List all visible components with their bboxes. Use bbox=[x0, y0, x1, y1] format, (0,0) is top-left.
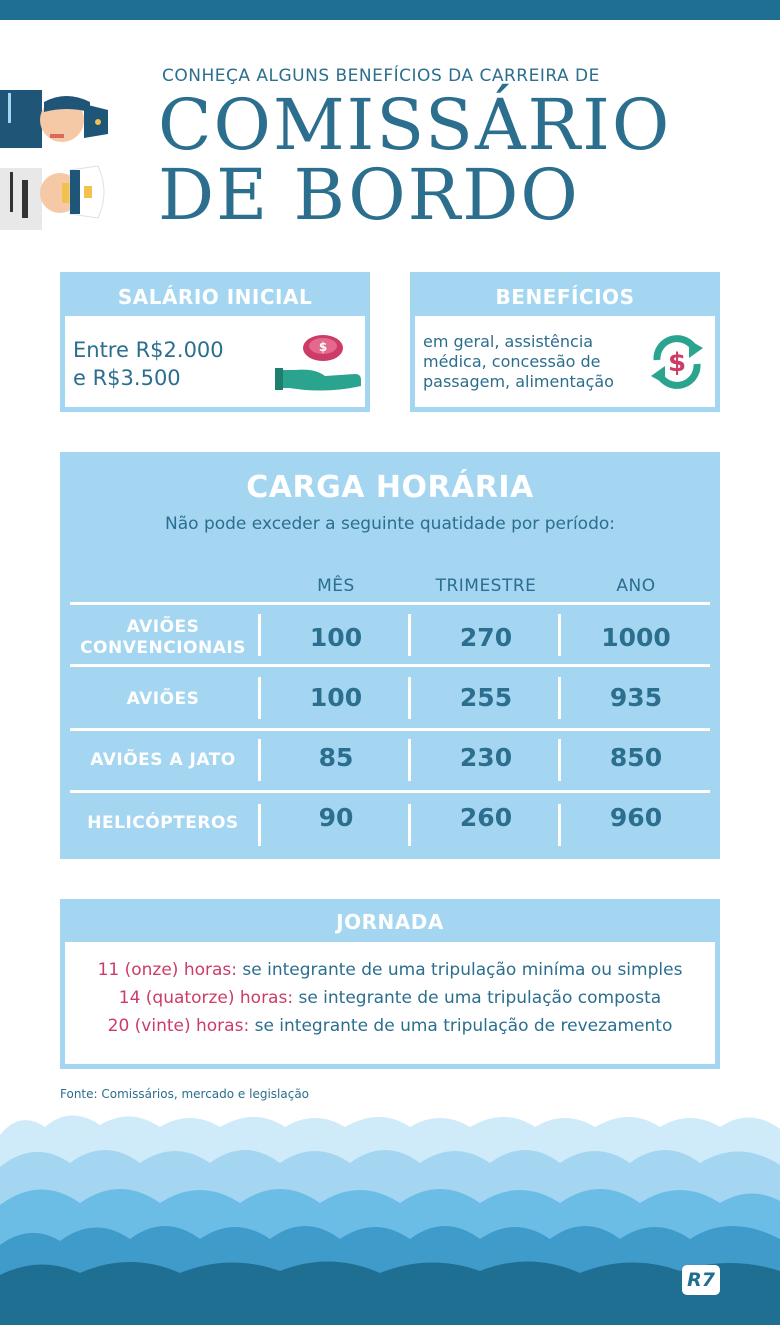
jornada-hours: 20 (vinte) horas: bbox=[107, 1016, 250, 1036]
page-subtitle: CONHEÇA ALGUNS BENEFÍCIOS DA CARREIRA DE bbox=[162, 66, 600, 86]
table-cell: 270 bbox=[459, 623, 513, 652]
benefits-text bbox=[423, 332, 614, 392]
salary-heading: SALÁRIO INICIAL bbox=[117, 285, 313, 309]
page-title-line2: DE BORDO bbox=[158, 154, 580, 236]
table-divider bbox=[70, 790, 710, 793]
jornada-line bbox=[65, 1016, 715, 1036]
table-divider bbox=[70, 728, 710, 731]
jornada-hours: 11 (onze) horas: bbox=[97, 960, 237, 980]
jornada-description: se integrante de uma tripulação miníma ou simples bbox=[237, 960, 683, 980]
top-bar bbox=[0, 0, 780, 20]
table-divider bbox=[70, 602, 710, 605]
hand-coin-icon bbox=[275, 330, 363, 394]
salary-card bbox=[60, 272, 370, 412]
table-divider bbox=[70, 664, 710, 667]
benefits-heading: BENEFÍCIOS bbox=[495, 285, 635, 309]
r7-logo: R7 bbox=[682, 1265, 720, 1295]
flight-crew-illustration bbox=[0, 88, 115, 238]
jornada-card bbox=[60, 899, 720, 1069]
jornada-description: se integrante de uma tripulação composta bbox=[293, 988, 662, 1008]
row-label-planes: AVIÕES bbox=[126, 689, 200, 709]
benefits-card bbox=[410, 272, 720, 412]
row-label-conventional bbox=[70, 617, 256, 659]
jornada-line bbox=[65, 960, 715, 980]
jornada-body bbox=[65, 942, 715, 1064]
table-cell: 935 bbox=[609, 683, 663, 712]
benefits-body bbox=[415, 316, 715, 407]
workload-table bbox=[60, 452, 720, 859]
table-cell: 255 bbox=[459, 683, 513, 712]
column-header-year: ANO bbox=[616, 576, 656, 596]
source-note: Fonte: Comissários, mercado e legislação bbox=[60, 1087, 310, 1101]
svg-text:$: $ bbox=[318, 340, 328, 354]
salary-body bbox=[65, 316, 365, 407]
row-label-helicopters: HELICÓPTEROS bbox=[87, 813, 239, 833]
jornada-description: se integrante de uma tripulação de revezamento bbox=[249, 1016, 673, 1036]
table-cell: 90 bbox=[318, 803, 354, 832]
table-cell: 1000 bbox=[601, 623, 671, 652]
jornada-hours: 14 (quatorze) horas: bbox=[118, 988, 294, 1008]
salary-range bbox=[73, 336, 224, 392]
table-cell: 230 bbox=[459, 743, 513, 772]
table-cell: 850 bbox=[609, 743, 663, 772]
salary-range-line1: Entre R$2.000 bbox=[73, 338, 224, 362]
jornada-heading: JORNADA bbox=[336, 910, 444, 934]
benefits-line1: em geral, assistência bbox=[423, 332, 594, 351]
table-cell: 100 bbox=[309, 683, 363, 712]
page-title-line1: COMISSÁRIO bbox=[158, 84, 672, 166]
svg-text:$: $ bbox=[667, 348, 687, 378]
benefits-line2: médica, concessão de bbox=[423, 352, 601, 371]
row-label-line2: CONVENCIONAIS bbox=[80, 638, 246, 658]
table-cell: 100 bbox=[309, 623, 363, 652]
column-header-month: MÊS bbox=[317, 576, 355, 596]
workload-subtitle: Não pode exceder a seguinte quatidade por período: bbox=[165, 514, 615, 534]
row-label-jets: AVIÕES A JATO bbox=[90, 750, 236, 770]
table-cell: 960 bbox=[609, 803, 663, 832]
cloud-waves-illustration bbox=[0, 1105, 780, 1325]
benefits-line3: passagem, alimentação bbox=[423, 372, 614, 391]
table-cell: 260 bbox=[459, 803, 513, 832]
salary-range-line2: e R$3.500 bbox=[73, 366, 181, 390]
workload-title: CARGA HORÁRIA bbox=[246, 470, 534, 505]
table-cell: 85 bbox=[318, 743, 354, 772]
column-header-quarter: TRIMESTRE bbox=[435, 576, 537, 596]
jornada-line bbox=[65, 988, 715, 1008]
dollar-cycle-icon bbox=[645, 330, 709, 394]
row-label-line1: AVIÕES bbox=[126, 617, 200, 637]
